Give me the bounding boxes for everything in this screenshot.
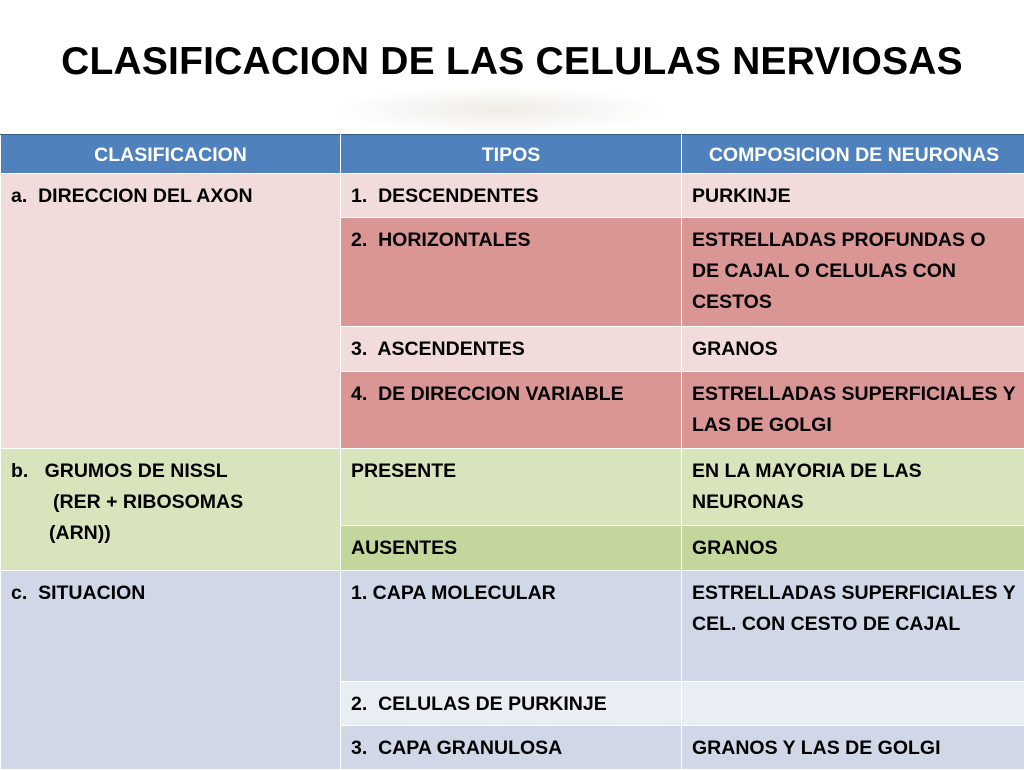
group-b-label-line1: b. GRUMOS DE NISSL [11,456,331,487]
tipo-cell: 2. HORIZONTALES [341,218,682,327]
header-composicion: COMPOSICION DE NEURONAS [682,135,1024,174]
composicion-cell: ESTRELLADAS SUPERFICIALES Y LAS DE GOLGI [682,372,1024,449]
composicion-cell: EN LA MAYORIA DE LAS NEURONAS [682,449,1024,526]
composicion-cell: ESTRELLADAS PROFUNDAS O DE CAJAL O CELULAS CON CESTOS [682,218,1024,327]
background-image-blur [330,86,670,134]
tipo-cell: 3. ASCENDENTES [341,327,682,372]
group-a-label: a. DIRECCION DEL AXON [1,174,341,449]
slide-title: CLASIFICACION DE LAS CELULAS NERVIOSAS [0,40,1024,84]
composicion-cell: ESTRELLADAS SUPERFICIALES Y CEL. CON CESTO DE CAJAL [682,571,1024,682]
composicion-cell: GRANOS [682,526,1024,571]
composicion-cell: GRANOS [682,327,1024,372]
group-b-label-line2: (RER + RIBOSOMAS [11,487,331,518]
tipo-cell: 1. DESCENDENTES [341,174,682,218]
tipo-cell: 4. DE DIRECCION VARIABLE [341,372,682,449]
composicion-cell: GRANOS Y LAS DE GOLGI [682,726,1024,770]
tipo-cell: AUSENTES [341,526,682,571]
tipo-cell: PRESENTE [341,449,682,526]
table-row [1,174,1024,218]
table-row [1,571,1024,682]
group-b-label-line3: (ARN)) [11,518,331,549]
table-row [1,449,1024,526]
tipo-cell: 1. CAPA MOLECULAR [341,571,682,682]
header-clasificacion: CLASIFICACION [1,135,341,174]
composicion-cell [682,682,1024,726]
group-c-label: c. SITUACION [1,571,341,770]
header-tipos: TIPOS [341,135,682,174]
group-b-label [1,449,341,571]
tipo-cell: 3. CAPA GRANULOSA [341,726,682,770]
table-header-row [1,135,1024,174]
tipo-cell: 2. CELULAS DE PURKINJE [341,682,682,726]
classification-table [0,134,1024,770]
composicion-cell: PURKINJE [682,174,1024,218]
